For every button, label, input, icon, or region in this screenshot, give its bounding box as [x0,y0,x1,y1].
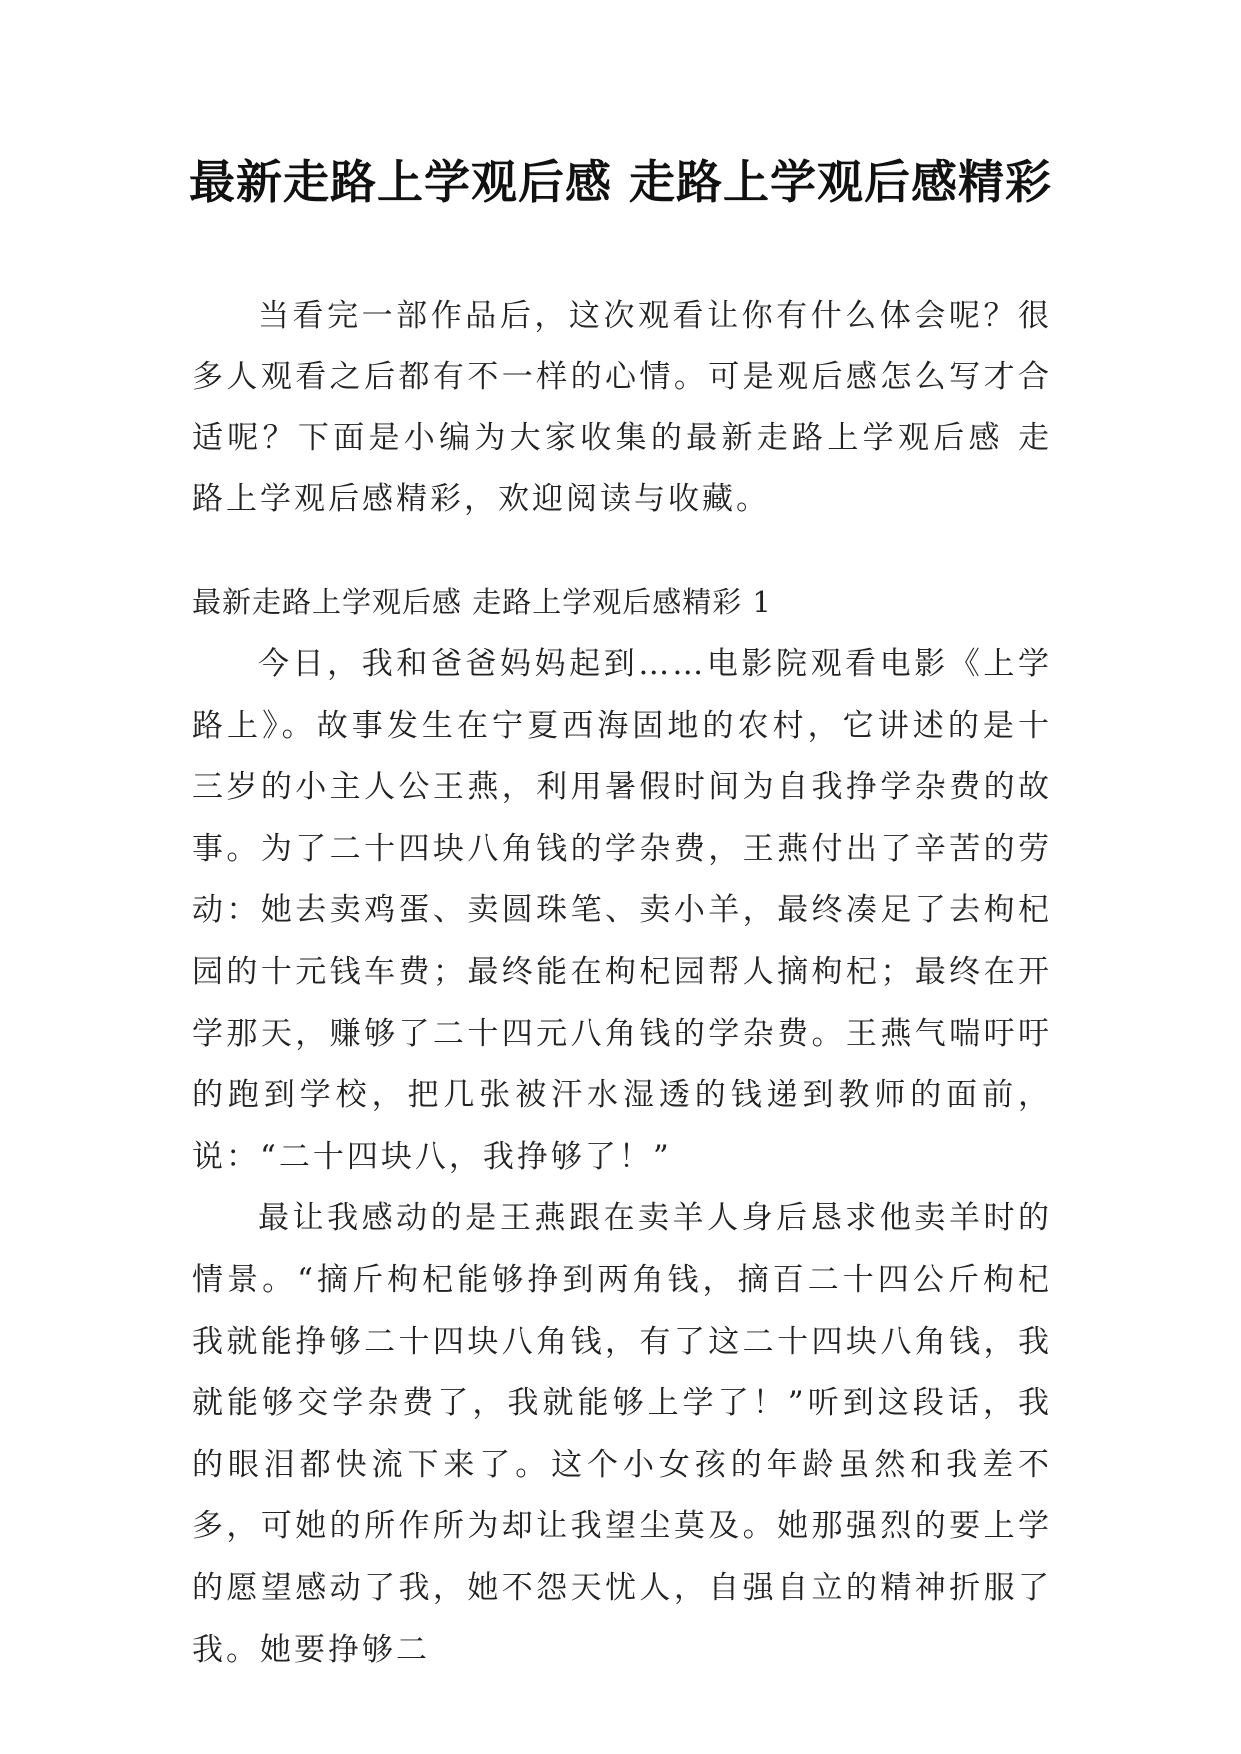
section-heading: 最新走路上学观后感 走路上学观后感精彩 1 [192,585,772,619]
document-title: 最新走路上学观后感 走路上学观后感精彩 [188,155,1052,209]
intro-paragraph: 当看完一部作品后，这次观看让你有什么体会呢？很多人观看之后都有不一样的心情。可是观后感怎么写才合适呢？下面是小编为大家收集的最新走路上学观后感 走路上学观后感精彩，欢迎阅读与收藏。 [192,298,1052,517]
essay-paragraph: 最让我感动的是王燕跟在卖羊人身后恳求他卖羊时的情景。“摘斤枸杞能够挣到两角钱，摘百二十四公斤枸杞我就能挣够二十四块八角钱，有了这二十四块八角钱，我就能够交学杂费了，我就能够上学了！”听到这段话，我的眼泪都快流下来了。这个小女孩的年龄虽然和我差不多，可她的所作所为却让我望尘莫及。她那强烈的要上学的愿望感动了我，她不怨天忧人，自强自立的精神折服了我。她要挣够二 [192,1200,1052,1668]
essay-paragraph: 今日，我和爸爸妈妈起到……电影院观看电影《上学路上》。故事发生在宁夏西海固地的农村，它讲述的是十三岁的小主人公王燕，利用暑假时间为自我挣学杂费的故事。为了二十四块八角钱的学杂费，王燕付出了辛苦的劳动：她去卖鸡蛋、卖圆珠笔、卖小羊，最终凑足了去枸杞园的十元钱车费；最终能在枸杞园帮人摘枸杞；最终在开学那天，赚够了二十四元八角钱的学杂费。王燕气喘吁吁的跑到学校，把几张被汗水湿透的钱递到教师的面前，说：“二十四块八，我挣够了！” [192,646,1052,1175]
essay-body [192,634,1052,1681]
